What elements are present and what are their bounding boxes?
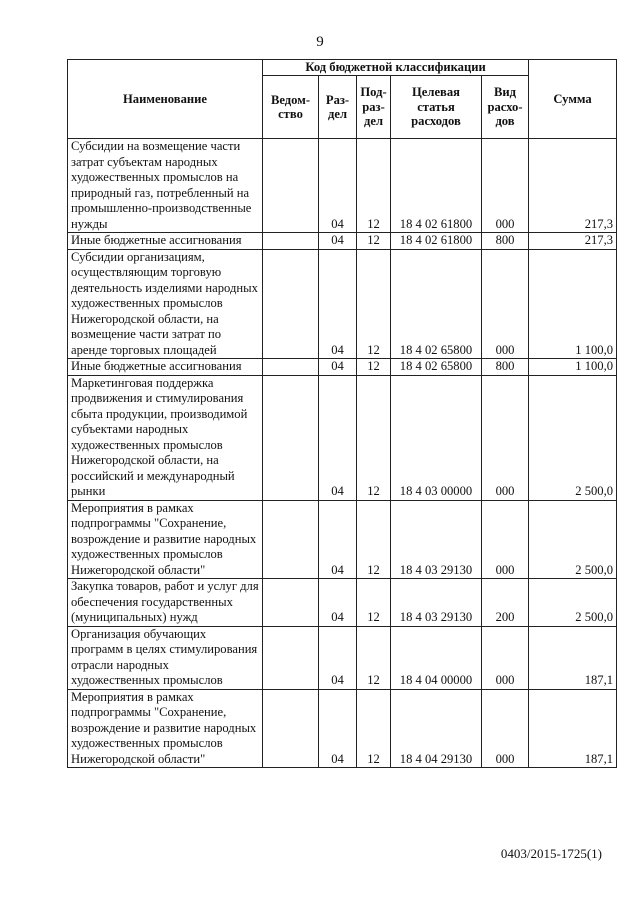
cell-target-item: 18 4 04 29130	[391, 689, 482, 768]
header-classification-code: Код бюджетной классификации	[263, 60, 529, 76]
cell-section: 04	[319, 233, 357, 250]
cell-name: Иные бюджетные ассигнования	[68, 359, 263, 376]
cell-target-item: 18 4 02 61800	[391, 233, 482, 250]
cell-department	[263, 233, 319, 250]
cell-subsection: 12	[357, 626, 391, 689]
table-row	[68, 626, 617, 689]
table-row	[68, 249, 617, 359]
cell-department	[263, 689, 319, 768]
cell-target-item: 18 4 02 65800	[391, 249, 482, 359]
cell-section: 04	[319, 375, 357, 500]
cell-subsection: 12	[357, 139, 391, 233]
cell-subsection: 12	[357, 500, 391, 579]
cell-target-item: 18 4 03 29130	[391, 579, 482, 627]
cell-section: 04	[319, 579, 357, 627]
cell-sum: 2 500,0	[529, 500, 617, 579]
header-sum: Сумма	[529, 60, 617, 139]
cell-target-item: 18 4 02 65800	[391, 359, 482, 376]
cell-sum: 217,3	[529, 233, 617, 250]
cell-expense-type: 800	[482, 233, 529, 250]
header-expense-type: Вид расхо-дов	[482, 76, 529, 139]
cell-expense-type: 000	[482, 500, 529, 579]
document-code: 0403/2015-1725(1)	[500, 846, 602, 861]
cell-target-item: 18 4 04 00000	[391, 626, 482, 689]
header-target-item: Целевая статья расходов	[391, 76, 482, 139]
cell-subsection: 12	[357, 689, 391, 768]
cell-section: 04	[319, 359, 357, 376]
table-body	[68, 139, 617, 768]
cell-subsection: 12	[357, 249, 391, 359]
cell-target-item: 18 4 03 29130	[391, 500, 482, 579]
cell-sum: 217,3	[529, 139, 617, 233]
cell-subsection: 12	[357, 579, 391, 627]
cell-expense-type: 000	[482, 626, 529, 689]
table-row	[68, 233, 617, 250]
cell-expense-type: 000	[482, 375, 529, 500]
cell-name: Мероприятия в рамках подпрограммы "Сохранение, возрождение и развитие народных художественных промыслов Нижегородской области"	[68, 689, 263, 768]
table-row	[68, 500, 617, 579]
cell-expense-type: 200	[482, 579, 529, 627]
cell-subsection: 12	[357, 359, 391, 376]
table-row	[68, 689, 617, 768]
cell-sum: 1 100,0	[529, 249, 617, 359]
header-section: Раз-дел	[319, 76, 357, 139]
cell-name: Мероприятия в рамках подпрограммы "Сохранение, возрождение и развитие народных художественных промыслов Нижегородской области"	[68, 500, 263, 579]
table-header	[68, 60, 617, 139]
cell-subsection: 12	[357, 233, 391, 250]
header-department: Ведом-ство	[263, 76, 319, 139]
cell-section: 04	[319, 139, 357, 233]
table-row	[68, 375, 617, 500]
cell-expense-type: 000	[482, 139, 529, 233]
cell-department	[263, 359, 319, 376]
cell-department	[263, 249, 319, 359]
cell-sum: 1 100,0	[529, 359, 617, 376]
budget-table	[67, 59, 617, 768]
cell-name: Субсидии организациям, осуществляющим торговую деятельность изделиями народных художественных промыслов Нижегородской области, на возмещение части затрат по аренде торговых площадей	[68, 249, 263, 359]
cell-expense-type: 800	[482, 359, 529, 376]
cell-section: 04	[319, 689, 357, 768]
cell-target-item: 18 4 03 00000	[391, 375, 482, 500]
cell-name: Маркетинговая поддержка продвижения и стимулирования сбыта продукции, производимой субъектами народных художественных промыслов Нижегородской области, на российский и международный рынки	[68, 375, 263, 500]
cell-name: Иные бюджетные ассигнования	[68, 233, 263, 250]
header-name: Наименование	[68, 60, 263, 139]
cell-sum: 2 500,0	[529, 375, 617, 500]
cell-section: 04	[319, 626, 357, 689]
cell-department	[263, 375, 319, 500]
cell-name: Субсидии на возмещение части затрат субъектам народных художественных промыслов на природный газ, потребленный на промышленно-производственные нужды	[68, 139, 263, 233]
cell-sum: 187,1	[529, 626, 617, 689]
cell-department	[263, 500, 319, 579]
table-row	[68, 139, 617, 233]
cell-section: 04	[319, 249, 357, 359]
cell-department	[263, 626, 319, 689]
cell-expense-type: 000	[482, 689, 529, 768]
cell-sum: 187,1	[529, 689, 617, 768]
cell-target-item: 18 4 02 61800	[391, 139, 482, 233]
cell-department	[263, 139, 319, 233]
cell-sum: 2 500,0	[529, 579, 617, 627]
table-row	[68, 359, 617, 376]
cell-name: Закупка товаров, работ и услуг для обеспечения государственных (муниципальных) нужд	[68, 579, 263, 627]
cell-section: 04	[319, 500, 357, 579]
cell-department	[263, 579, 319, 627]
header-subsection: Под-раз-дел	[357, 76, 391, 139]
cell-subsection: 12	[357, 375, 391, 500]
cell-expense-type: 000	[482, 249, 529, 359]
cell-name: Организация обучающих программ в целях стимулирования отрасли народных художественных промыслов	[68, 626, 263, 689]
page-number: 9	[316, 34, 324, 50]
table-row	[68, 579, 617, 627]
